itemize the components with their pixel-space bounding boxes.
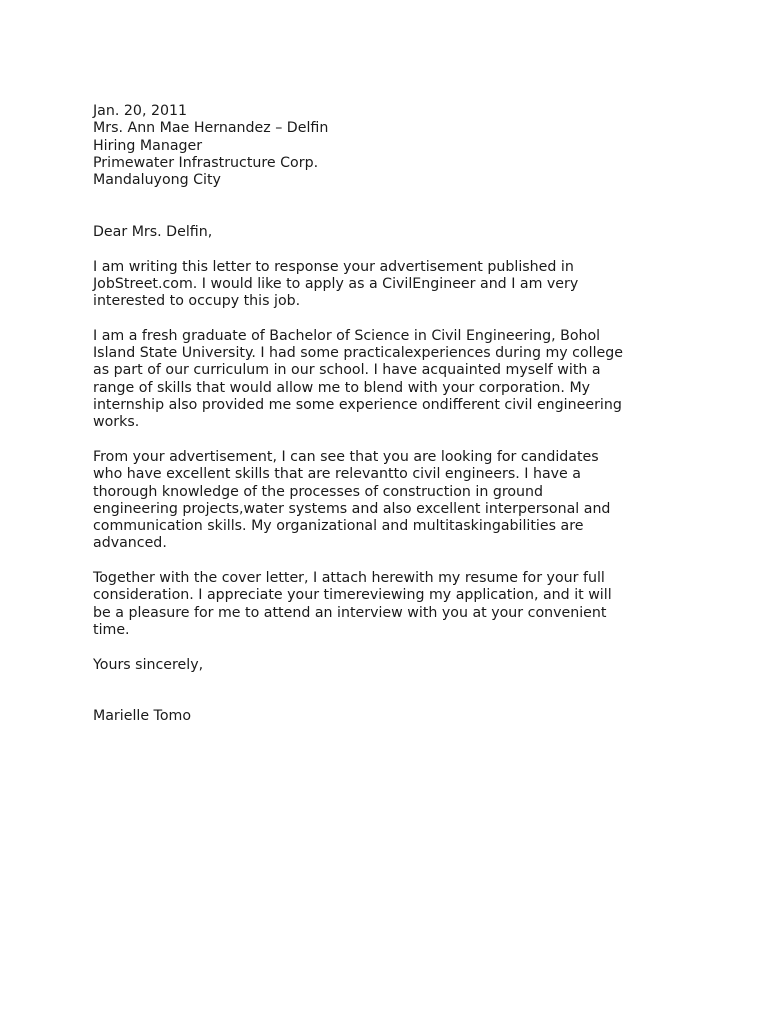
recipient-title: Hiring Manager <box>93 137 203 154</box>
body-paragraph-2 <box>93 328 693 432</box>
paragraph-line: who have excellent skills that are relevantto civil engineers. I have a <box>93 466 581 483</box>
paragraph-line: thorough knowledge of the processes of construction in ground <box>93 483 544 500</box>
paragraph-line: JobStreet.com. I would like to apply as a CivilEngineer and I am very <box>93 275 579 292</box>
body-paragraph-3 <box>93 449 693 553</box>
spacer <box>93 553 693 570</box>
paragraph-line: range of skills that would allow me to blend with your corporation. My <box>93 379 591 396</box>
paragraph-line: as part of our curriculum in our school. I have acquainted myself with a <box>93 362 601 379</box>
body-paragraph-4 <box>93 570 693 639</box>
paragraph-line: time. <box>93 621 130 638</box>
recipient-company: Primewater Infrastructure Corp. <box>93 154 319 171</box>
spacer <box>93 674 693 709</box>
recipient-city: Mandaluyong City <box>93 172 221 189</box>
paragraph-line: consideration. I appreciate your timereviewing my application, and it will <box>93 587 612 604</box>
closing: Yours sincerely, <box>93 656 204 673</box>
paragraph-line: communication skills. My organizational and multitaskingabilities are <box>93 518 584 535</box>
paragraph-line: I am a fresh graduate of Bachelor of Science in Civil Engineering, Bohol <box>93 327 601 344</box>
paragraph-line: be a pleasure for me to attend an interview with you at your convenient <box>93 604 607 621</box>
paragraph-line: Island State University. I had some practicalexperiences during my college <box>93 345 624 362</box>
signature-name: Marielle Tomo <box>93 708 191 725</box>
recipient-name: Mrs. Ann Mae Hernandez – Delfin <box>93 120 329 137</box>
spacer <box>93 432 693 449</box>
letter-date: Jan. 20, 2011 <box>93 103 188 119</box>
body-paragraph-1 <box>93 259 693 311</box>
cover-letter <box>93 103 693 726</box>
paragraph-line: I am writing this letter to response your advertisement published in <box>93 258 574 275</box>
paragraph-line: internship also provided me some experience ondifferent civil engineering <box>93 397 622 414</box>
letter-header <box>93 103 693 189</box>
spacer <box>93 639 693 656</box>
paragraph-line: Together with the cover letter, I attach herewith my resume for your full <box>93 570 605 587</box>
paragraph-line: works. <box>93 414 140 431</box>
spacer <box>93 189 693 224</box>
paragraph-line: advanced. <box>93 535 167 552</box>
spacer <box>93 241 693 258</box>
paragraph-line: engineering projects,water systems and also excellent interpersonal and <box>93 500 611 517</box>
paragraph-line: From your advertisement, I can see that you are looking for candidates <box>93 448 599 465</box>
salutation: Dear Mrs. Delfin, <box>93 224 213 241</box>
spacer <box>93 311 693 328</box>
paragraph-line: interested to occupy this job. <box>93 293 301 310</box>
